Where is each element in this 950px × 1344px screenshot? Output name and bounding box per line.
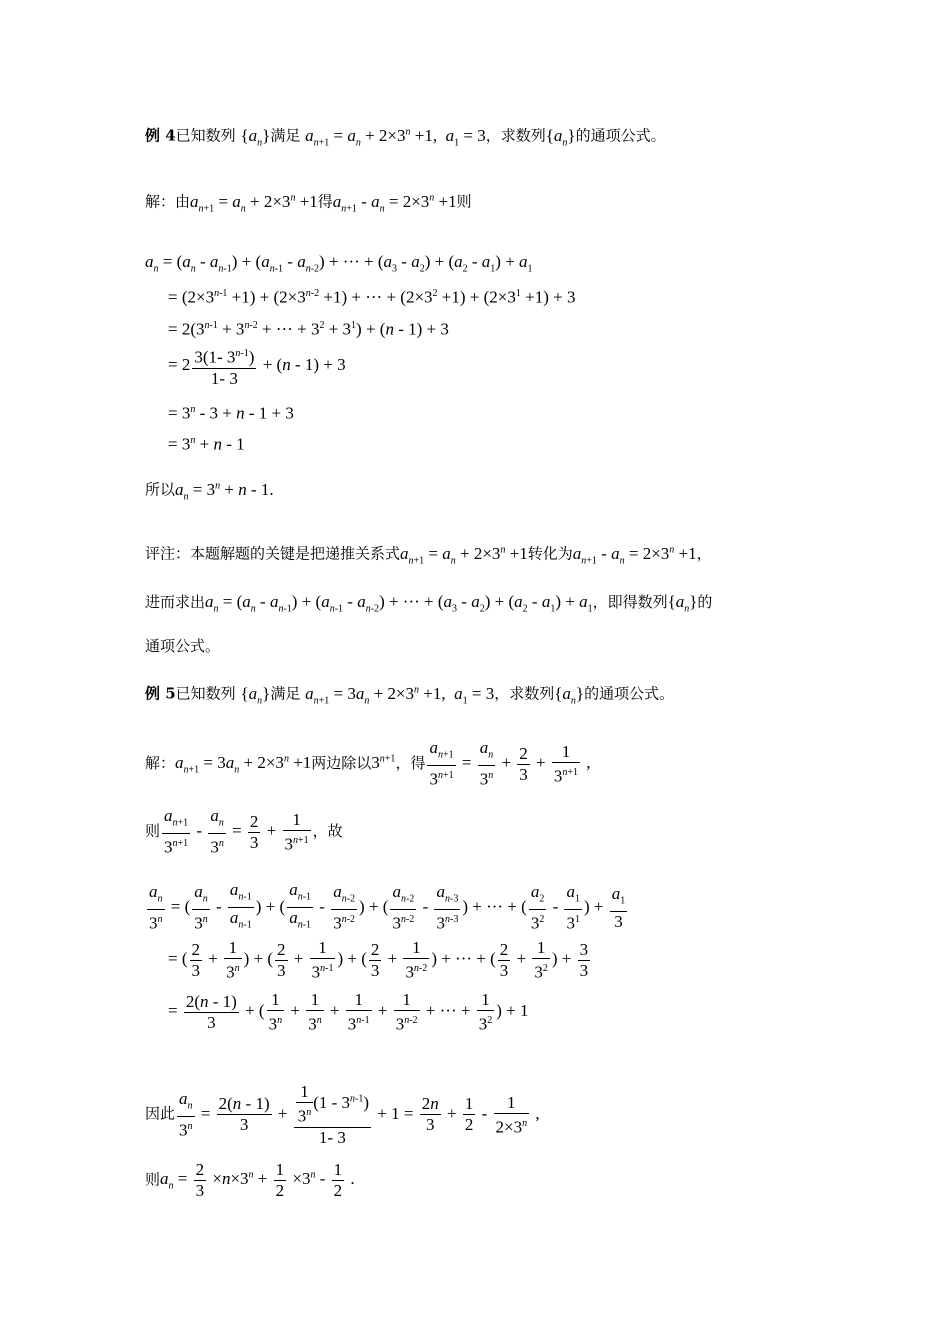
ex4-solution-lead: 解：由$a_{n+1} = a_n + 2\times 3^n +1$得$a_{n+1} - a_n = 2\times 3^n +1$则 [145,191,472,215]
ex4-comment-2: 进而求出$a_n = (a_n - a_{n-1}) + (a_{n-1} - a_{n-2})$ + ··· + $(a_3 - a_2) + (a_2 - a_1) + a_1$，即得数列$\{a_n\}$的 [145,592,713,615]
ex5-final: 则$a_n$ = $\frac{2}{3}$ $\times n\times 3^n$ + $\frac{1}{2}$ $\times 3^n$ - $\frac{1}{2}$ . [145,1160,355,1200]
ex5-solution-lead: 解：$a_{n+1} = 3a_n + 2\times 3^n +1$两边除以$3^{n+1}$，得 $\frac{a_{n+1}}{3^{n+1}}$ = $\frac{a_n}{3^n}$ + $\frac{2}{3}$ + $\frac{1}{3^{n+1}}$ , [145,738,591,790]
ex5-label: 例 5 [145,684,176,703]
ex5-statement: 例 5已知数列 $\{a_n\}$满足 $a_{n+1} = 3a_n + 2\times 3^n +1$, $a_1 = 3$，求数列$\{a_n\}$的通项公式。 [145,683,675,707]
ex5-derivation-3: = $\frac{2(n - 1)}{3}$ + ( $\frac{1}{3^n}$ + $\frac{1}{3^n}$ + $\frac{1}{3^{n-1}}$ + $\frac{1}{3^{n-2}}$ + ··· + $\frac{1}{3^2}$ ) + 1 [168,990,529,1034]
ex4-derivation-3: = $2(3^{n-1} + 3^{n-2}$ + ··· + $3^2 + 3^1) + (n - 1) + 3$ [168,319,449,339]
ex4-comment-3: 通项公式。 [145,637,221,655]
ex4-comment-1: 评注：本题解题的关键是把递推关系式$a_{n+1} = a_n + 2\times 3^n +1$转化为$a_{n+1} - a_n = 2\times 3^n +1$， [145,543,712,567]
ex4-derivation-4: = 2 $\frac{3(1- 3^{n-1})}{1- 3}$ + (n - 1) + 3 [168,344,346,389]
ex5-derivation-2: = ( $\frac{2}{3}$ + $\frac{1}{3^n}$ ) + ( $\frac{2}{3}$ + $\frac{1}{3^{n-1}}$ ) + ( $\frac{2}{3}$ + $\frac{1}{3^{n-2}}$ ) + ··· + ( $\frac{2}{3}$ + $\frac{1}{3^2}$ ) + $\frac{3}{3}$ [168,938,589,982]
ex4-label: 例 4 [145,126,176,145]
seq-an: $\{a_n\}$ [240,125,271,149]
ex4-conclusion: 所以$a_n = 3^n + n - 1$. [145,479,274,503]
recurrence: $a_{n+1} = a_n + 2\times 3^n +1$, $a_1 = 3$ [305,125,486,149]
ex5-derivation-1: $\frac{a_n}{3^n}$ = ( $\frac{a_n}{3^n}$ - $\frac{a_{n-1}}{a_{n-1}}$ ) + ( $\frac{a_{n-1}}{a_{n-1}}$ - $\frac{a_{n-2}}{3^{n-2}}$ ) + ( $\frac{a_{n-2}}{3^{n-2}}$ - $\frac{a_{n-3}}{3^{n-3}}$ ) + ··· + ( $\frac{a_2}{3^2}$ - $\frac{a_1}{3^1}$ ) + $\frac{a_1}{3}$ [149,880,626,933]
ex4-derivation-6: = $3^n + n - 1$ [168,434,245,454]
ex5-then: 则 $\frac{a_{n+1}}{3^{n+1}}$ - $\frac{a_n}{3^n}$ = $\frac{2}{3}$ + $\frac{1}{3^{n+1}}$ ，故 [145,806,343,858]
ex5-hence: 因此 $\frac{a_n}{3^n}$ = $\frac{2(n - 1)}{3}$ + $\frac{1}{3^n}$ (1 - 3$^{n-1}$) 1- 3 + 1 = $\frac{2n}{3}$ + $\frac{1}{2}$ - $\frac{1}{2\times 3^n}$ , [145,1082,540,1147]
ex4-statement: 例 4已知数列 $\{a_n\}$满足 $a_{n+1} = a_n + 2\times 3^n +1$, $a_1 = 3$，求数列$\{a_n\}$的通项公式。 [145,125,666,149]
ex4-derivation-1: $a_n = (a_n - a_{n-1}) + (a_{n-1} - a_{n-2})$ + ··· + $(a_3 - a_2) + (a_2 - a_1) + a_1$ [145,252,533,275]
ex4-derivation-2: = $(2\times 3^{n-1} +1) + (2\times 3^{n-2} +1)$ + ··· + $(2\times 3^2 +1) + (2\times 3^1 +1) + 3$ [168,287,576,307]
ex4-derivation-5: = $3^n - 3 + n - 1 + 3$ [168,403,294,423]
